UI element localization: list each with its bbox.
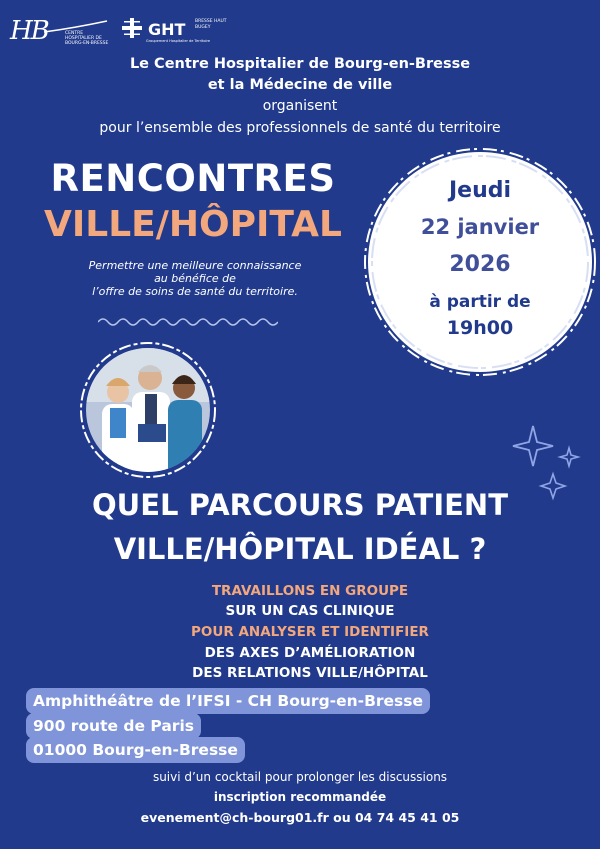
event-day: Jeudi <box>448 178 512 203</box>
event-title-line-2: VILLE/HÔPITAL <box>44 204 342 245</box>
organizer-line-2: et la Médecine de ville <box>207 77 393 93</box>
address-venue: Amphithéâtre de l’IFSI - CH Bourg-en-Bresse <box>26 688 430 714</box>
hospital-logo <box>10 14 110 48</box>
intro-line-3: l’offre de soins de santé du territoire. <box>92 285 298 298</box>
event-date: 22 janvier <box>420 215 540 239</box>
task-line-5: DES RELATIONS VILLE/HÔPITAL <box>192 665 428 681</box>
footer-cocktail: suivi d’un cocktail pour prolonger les discussions <box>152 770 448 784</box>
task-line-2: SUR UN CAS CLINIQUE <box>225 603 395 619</box>
task-line-1: TRAVAILLONS EN GROUPE <box>211 583 409 599</box>
hospital-logo-subtitle: CENTRE HOSPITALIER DE BOURG-EN-BRESSE <box>65 31 109 46</box>
ght-logo-name: GHT <box>148 20 186 39</box>
organizer-line-4: pour l’ensemble des professionnels de santé du territoire <box>99 120 501 136</box>
ght-logo <box>122 16 227 46</box>
task-line-3: POUR ANALYSER ET IDENTIFIER <box>191 624 429 640</box>
intro-line-1: Permettre une meilleure connaissance <box>88 259 302 272</box>
event-time: 19h00 <box>446 317 514 339</box>
intro-line-2: au bénéfice de <box>154 272 236 285</box>
hospital-logo-mark: HB <box>10 16 48 46</box>
task-line-4: DES AXES D’AMÉLIORATION <box>204 645 416 661</box>
event-intro <box>10 259 380 298</box>
event-title-line-1: RENCONTRES <box>50 157 336 200</box>
address-street: 900 route de Paris <box>26 713 201 739</box>
event-from-label: à partir de <box>429 292 531 312</box>
footer-contact: evenement@ch-bourg01.fr ou 04 74 45 41 05 <box>140 810 460 825</box>
question-line-2: VILLE/HÔPITAL IDÉAL ? <box>113 532 487 566</box>
address-city: 01000 Bourg-en-Bresse <box>26 737 245 763</box>
event-year: 2026 <box>449 252 511 277</box>
medical-team-photo <box>80 342 216 478</box>
wave-divider-icon <box>98 316 278 328</box>
question-line-1: QUEL PARCOURS PATIENT <box>92 488 508 522</box>
organizer-line-1: Le Centre Hospitalier de Bourg-en-Bresse <box>129 56 471 72</box>
ght-logo-region: BRESSE HAUT BUGEY <box>195 19 227 30</box>
footer-registration: inscription recommandée <box>213 790 387 804</box>
organizer-line-3: organisent <box>262 98 338 114</box>
ght-logo-subtitle: Groupement Hospitalier de Territoire <box>146 39 211 43</box>
ght-cross-icon <box>122 18 142 38</box>
